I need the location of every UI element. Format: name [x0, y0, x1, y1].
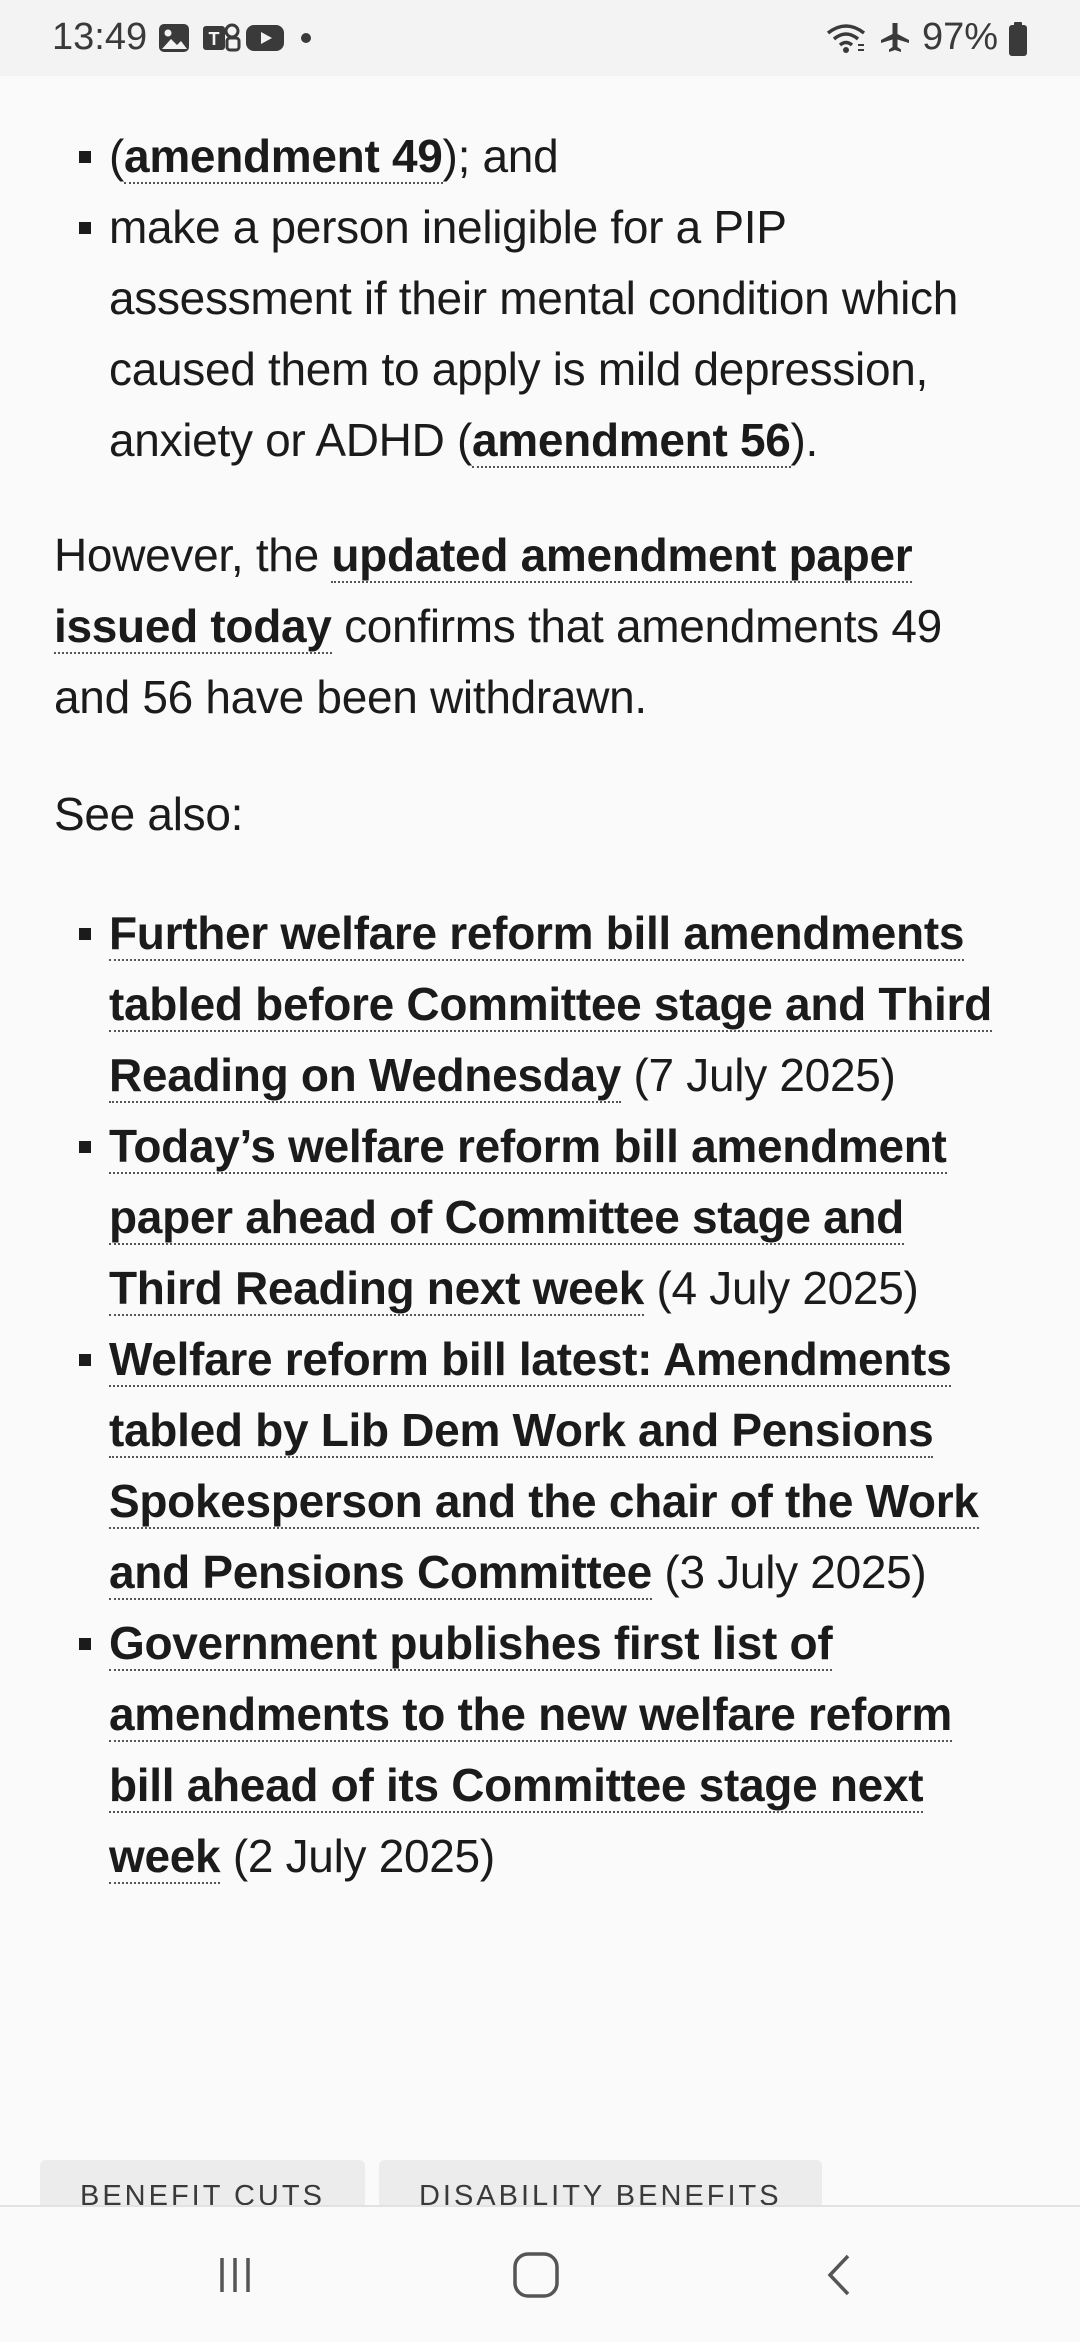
amendment-56-link[interactable]: amendment 56 [472, 414, 791, 466]
updated-amendment-paper-link[interactable]: updated amendment paper issued today [54, 529, 913, 652]
svg-text:T: T [208, 28, 220, 49]
related-date: (2 July 2025) [220, 1830, 495, 1882]
related-item [54, 1324, 1029, 1608]
battery-icon [1008, 21, 1028, 55]
see-also-label: See also: [54, 788, 244, 840]
list-item-text: make a person ineligible for a PIP assessment if their mental condition which caused them to apply is mild depression, anxiety or ADHD ( [109, 201, 959, 466]
paragraph-text: However, the [54, 529, 332, 581]
back-icon [815, 2250, 865, 2300]
related-item [54, 1111, 1029, 1324]
related-link-further-amendments[interactable]: Further welfare reform bill amendments tabled before Committee stage and Third Reading on Wednesday [109, 907, 992, 1101]
amendment-list [54, 121, 1029, 476]
related-item [54, 1608, 1029, 1892]
related-link-first-list-amendments[interactable]: Government publishes first list of amendments to the new welfare reform bill ahead of its Committee stage next week [109, 1617, 952, 1882]
related-item [54, 898, 1029, 1111]
amendment-49-link[interactable]: amendment 49 [124, 130, 443, 182]
related-link-todays-amendment-paper[interactable]: Today’s welfare reform bill amendment paper ahead of Committee stage and Third Reading next week [109, 1120, 947, 1314]
list-item-text: ); and [442, 130, 559, 182]
list-item-continuation [54, 121, 1029, 192]
list-item-text: ( [109, 130, 125, 182]
list-item-text: ). [790, 414, 819, 466]
home-button[interactable] [506, 2245, 566, 2305]
however-paragraph [54, 520, 1029, 733]
tag-disability-benefits[interactable]: DISABILITY BENEFITS [379, 2160, 822, 2205]
list-item [54, 192, 1029, 476]
navigation-bar [0, 2205, 1080, 2342]
tag-list [40, 2160, 822, 2205]
related-date: (3 July 2025) [651, 1546, 927, 1598]
youtube-icon [245, 21, 285, 55]
related-link-lib-dem-amendments[interactable]: Welfare reform bill latest: Amendments tabled by Lib Dem Work and Pensions Spokesperson and the chair of the Work and Pensions Committee [109, 1333, 979, 1598]
status-left [52, 16, 311, 59]
recents-button[interactable] [205, 2245, 265, 2305]
related-date: (4 July 2025) [644, 1262, 919, 1314]
status-right [824, 16, 1028, 59]
wifi-icon [824, 21, 868, 55]
battery-percent: 97% [921, 16, 998, 58]
paragraph-text: confirms that amendments 49 and 56 have been withdrawn. [54, 600, 942, 723]
article-body [54, 50, 1029, 1892]
dot-icon [301, 33, 311, 43]
related-articles-list [54, 898, 1029, 1892]
status-bar [0, 0, 1080, 76]
status-time: 13:49 [52, 16, 148, 58]
recents-icon [210, 2250, 260, 2300]
teams-icon [201, 21, 235, 55]
tag-benefit-cuts[interactable]: BENEFIT CUTS [40, 2160, 365, 2205]
home-icon [508, 2247, 564, 2303]
related-date: (7 July 2025) [621, 1049, 896, 1101]
image-icon [157, 21, 191, 55]
airplane-icon [878, 21, 912, 55]
back-button[interactable] [810, 2245, 870, 2305]
